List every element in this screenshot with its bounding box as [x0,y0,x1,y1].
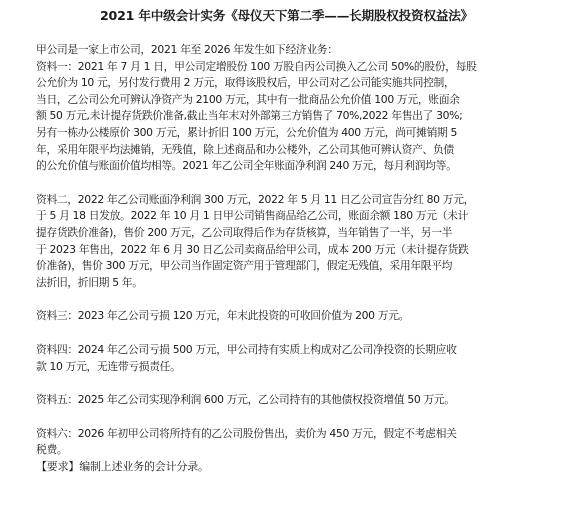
paragraph-material6 [36,426,557,459]
text-line: 资料二，2022 年乙公司账面净利润 300 万元，2022 年 5 月 11 日乙公司宣告分红 80 万元， [36,192,475,206]
text-line: 年，采用年限平均法摊销，无残值，除上述商品和办公楼外，乙公司其他可辨认资产、负债 [36,142,454,156]
text-line: 资料一：2021 年 7 月 1 日，甲公司定增股份 100 万股自丙公司换入乙公司 50%的股份，每股 [36,59,477,73]
paragraph-material3 [36,308,557,325]
text-line: 于 5 月 18 日发放。2022 年 10 月 1 日甲公司销售商品给乙公司，账面余额 180 万元（未计 [36,209,469,223]
text-line: 公允价为 10 元，另付发行费用 2 万元，取得该股权后，甲公司对乙公司能实施共同控制， [36,76,455,90]
text-line: 资料四：2024 年乙公司亏损 500 万元，甲公司持有实质上构成对乙公司净投资的长期应收 [36,342,457,356]
paragraph-material5 [36,392,557,409]
text-line: 税费。 [36,443,68,457]
text-line: 款 10 万元，无连带亏损责任。 [36,359,181,373]
paragraph-material4 [36,342,557,375]
text-line: 提存货跌价准备)，售价 200 万元，乙公司取得后作为存货核算，当年销售了一半，另一半 [36,225,453,239]
text-line: 的公允价值与账面价值均相等。2021 年乙公司全年账面净利润 240 万元，每月利润均等。 [36,159,457,173]
text-line: 于 2023 年售出，2022 年 6 月 30 日乙公司卖商品给甲公司，成本 200 万元（未计提存货跌 [36,242,469,256]
text-line: 价准备)，售价 300 万元，甲公司当作固定资产用于管理部门，假定无残值，采用年限平均 [36,259,453,273]
paragraph-gap [36,325,557,342]
text-line: 资料三：2023 年乙公司亏损 120 万元，年末此投资的可收回价值为 200 万元。 [36,309,410,323]
text-line: 【要求】编制上述业务的会计分录。 [36,459,209,473]
paragraph-intro-material1 [36,42,557,175]
text-line: 另有一栋办公楼原价 300 万元，累计折旧 100 万元，公允价值为 400 万元，尚可摊销期 5 [36,125,458,139]
paragraph-material2 [36,192,557,292]
text-line: 资料六：2026 年初甲公司将所持有的乙公司股份售出，卖价为 450 万元，假定不考虑相关 [36,426,457,440]
text-line: 甲公司是一家上市公司，2021 年至 2026 年发生如下经济业务： [36,43,338,56]
document-title: 2021 年中级会计实务《母仪天下第二季——长期股权投资权益法》 [99,8,474,23]
text-line: 法折旧，折旧期 5 年。 [36,275,143,289]
text-line: 额 50 万元,未计提存货跌价准备,截止当年末对外部第三方销售了 70%,2022 年售出了 30%; [36,109,463,123]
paragraph-gap [36,291,557,308]
paragraph-gap [36,409,557,426]
text-line: 资料五：2025 年乙公司实现净利润 600 万元，乙公司持有的其他债权投资增值 50 万元。 [36,393,455,407]
paragraph-gap [36,375,557,392]
text-line: 当日，乙公司公允可辨认净资产为 2100 万元，其中有一批商品公允价值 100 万元，账面余 [36,92,460,106]
paragraph-gap [36,175,557,192]
requirement-text [36,459,557,476]
